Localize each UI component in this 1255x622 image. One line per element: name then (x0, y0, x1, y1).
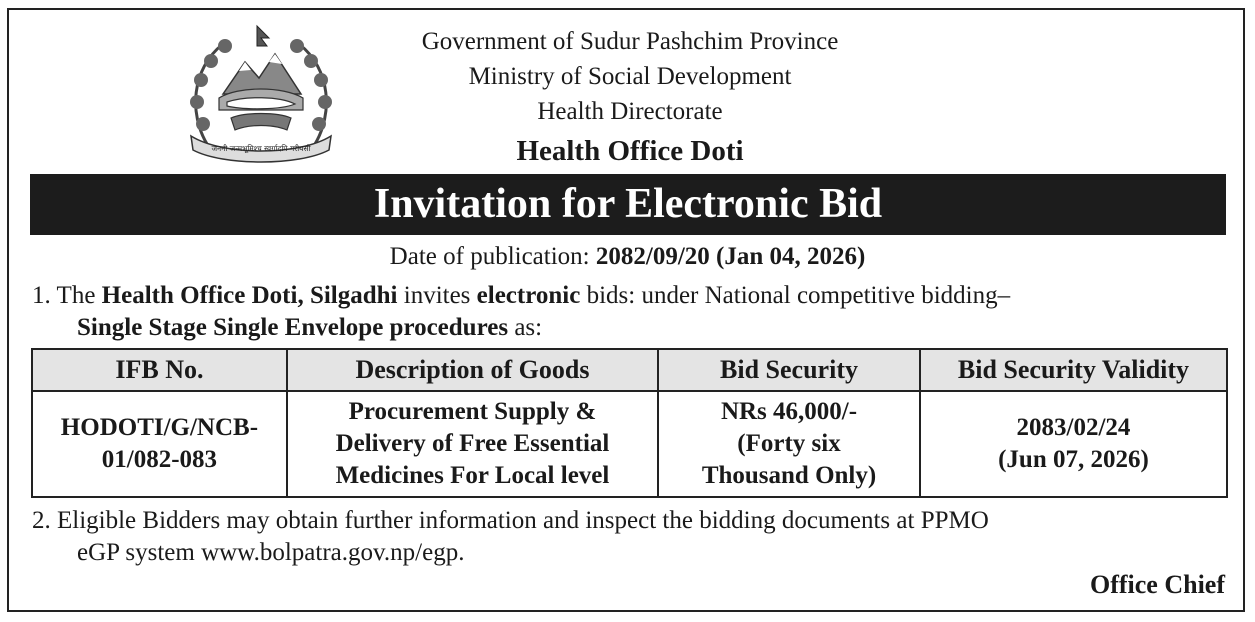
publication-label: Date of publication: (389, 243, 590, 270)
header-bid-security: Bid Security (658, 349, 920, 391)
security-line: NRs 46,000/- (720, 398, 858, 425)
cell-ifb-no (32, 391, 287, 497)
para1-electronic: electronic (476, 282, 581, 309)
publication-date (0, 242, 1255, 272)
header-description: Description of Goods (287, 349, 658, 391)
publication-date-value: 2082/09/20 (Jan 04, 2026) (595, 243, 866, 270)
government-line: Government of Sudur Pashchim Province (421, 28, 839, 55)
cell-description (287, 391, 658, 497)
validity-line: 2083/02/24 (1016, 414, 1131, 441)
notice-title: Invitation for Electronic Bid (30, 174, 1226, 235)
signature-office-chief: Office Chief (1089, 570, 1225, 599)
office-name: Health Office Doti (516, 135, 744, 167)
description-line: Medicines For Local level (335, 462, 610, 489)
bid-table (31, 348, 1228, 498)
para1-office: Health Office Doti, Silgadhi (101, 282, 398, 309)
cell-bid-security (658, 391, 920, 497)
header-bid-security-validity: Bid Security Validity (920, 349, 1227, 391)
para1-text-c: as: (514, 314, 543, 341)
table-row (32, 391, 1227, 497)
paragraph-2-line-2: eGP system www.bolpatra.gov.np/egp. (77, 539, 465, 566)
para1-procedure: Single Stage Single Envelope procedures (77, 314, 509, 341)
para1-number: 1. The (32, 282, 96, 309)
table-header-row (32, 349, 1227, 391)
paragraph-1-line-1 (32, 280, 1010, 312)
ministry-line: Ministry of Social Development (468, 63, 792, 90)
description-line: Delivery of Free Essential (335, 430, 610, 457)
description-line: Procurement Supply & (348, 398, 597, 425)
paragraph-1-line-2 (77, 312, 542, 344)
directorate-line: Health Directorate (537, 98, 723, 125)
validity-line: (Jun 07, 2026) (998, 446, 1149, 473)
ifb-line: 01/082-083 (101, 446, 218, 473)
paragraph-2-line-1: 2. Eligible Bidders may obtain further information and inspect the bidding documents at PPMO (32, 507, 989, 534)
emblem-motto: जननी जन्मभूमिश्च स्वर्गादपि गरीयसी (211, 144, 311, 153)
security-line: (Forty six (737, 430, 841, 457)
ifb-line: HODOTI/G/NCB- (60, 414, 259, 441)
header-ifb-no: IFB No. (32, 349, 287, 391)
para1-text-b: bids: under National competitive bidding– (586, 282, 1011, 309)
cell-bid-security-validity (920, 391, 1227, 497)
para1-text-a: invites (403, 282, 471, 309)
security-line: Thousand Only) (701, 462, 877, 489)
